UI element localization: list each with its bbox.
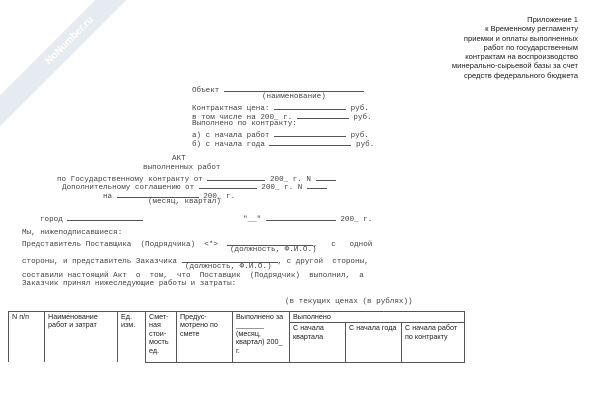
customer-field[interactable] — [182, 255, 278, 263]
agreement-year: 200_ г. N — [261, 184, 303, 192]
supplier-label: Представитель Поставщика (Подрядчика) <*> — [22, 241, 218, 249]
appendix-line: минерально-сырьевой базы за счет — [451, 61, 578, 71]
city-field[interactable] — [67, 213, 143, 221]
header-from-start: С начала работ по контракту — [402, 323, 465, 362]
rub-label: руб. — [350, 132, 369, 140]
supplier-caption: (должность, Ф.И.О.) — [230, 246, 317, 254]
from-year-field[interactable] — [269, 138, 351, 146]
header-from-quarter: С начала квартала — [290, 323, 346, 362]
city-line — [40, 213, 143, 225]
prices-note: (в текущих ценах (в рублях)) — [285, 298, 413, 306]
customer-caption: (должность, Ф.И.О.) — [185, 263, 272, 271]
body-line: Мы, нижеподписавшиеся: — [22, 229, 123, 237]
appendix-line: работ по государственным — [483, 42, 578, 52]
header-unit: Ед. изм. — [118, 312, 146, 363]
contract-year: 200_ г. N — [269, 176, 311, 184]
object-label: Объект — [192, 87, 220, 95]
from-year-line — [192, 138, 374, 150]
header-done-period: Выполнено за _______ (месяц, квартал) 200_ г. — [233, 312, 290, 363]
appendix-line: контрактам на воспроизводство — [465, 52, 578, 62]
period-year: 200_ г. — [203, 193, 236, 201]
appendix-line: приемки и оплаты выполненных — [463, 33, 578, 43]
header-unit-cost: Смет-ная стои-мость ед. — [146, 312, 177, 363]
contract-date-field[interactable] — [207, 173, 265, 181]
appendix-line: Приложение 1 — [527, 15, 578, 24]
watermark: NoNumber.ru — [0, 0, 156, 127]
header-number: N п/п — [9, 312, 45, 363]
appendix-line: к Временному регламенту — [485, 24, 578, 34]
contract-number-field[interactable] — [316, 173, 336, 181]
header-from-year: С начала года — [346, 323, 402, 362]
act-subtitle: выполненных работ — [143, 164, 221, 172]
agreement-label: Дополнительному соглашению от — [62, 184, 195, 192]
price-label: Контрактная цена: — [192, 105, 270, 113]
period-caption: (месяц, квартал) — [148, 198, 221, 206]
works-table — [8, 311, 465, 363]
agreement-date-field[interactable] — [199, 181, 257, 189]
appendix-header — [452, 15, 578, 80]
body-line: составили настоящий Акт о том, что Поставщик (Подрядчик) выполнил, а — [22, 272, 364, 280]
object-field[interactable] — [224, 84, 364, 92]
appendix-line: средств федерального бюджета — [463, 70, 578, 80]
period-field[interactable] — [117, 190, 199, 198]
header-name: Наименование работ и затрат — [45, 312, 118, 363]
from-start-label: а) с начала работ — [192, 132, 270, 140]
period-label: на — [103, 193, 113, 201]
customer-label: стороны, и представитель Заказчика — [22, 258, 177, 266]
object-caption: (наименование) — [262, 93, 326, 101]
supplier-field[interactable] — [227, 238, 313, 246]
from-year-label: б) с начала года — [192, 141, 265, 149]
rub-label: руб. — [353, 114, 372, 122]
header-done-group: Выполнено — [290, 312, 465, 323]
date-month-field[interactable] — [266, 213, 336, 221]
header-planned: Предус-мотрено по смете — [177, 312, 233, 363]
contract-label: по Государственному контракту от — [57, 176, 203, 184]
supplier-tail: , с одной — [313, 241, 373, 249]
date-year: 200_ г. — [340, 216, 373, 224]
act-title: АКТ — [172, 155, 186, 163]
agreement-number-field[interactable] — [307, 181, 327, 189]
customer-tail: , с другой стороны, — [277, 258, 369, 266]
rub-label: руб. — [356, 141, 375, 149]
incl-label: в том числе на 200_ г. — [192, 114, 293, 122]
supplier-line — [22, 238, 372, 250]
body-line: Заказчик принял нижеследующие работы и затраты: — [22, 280, 237, 288]
date-day[interactable]: "__" — [243, 216, 262, 224]
city-label: город — [40, 216, 63, 224]
date-line — [243, 213, 372, 225]
from-start-field[interactable] — [274, 129, 346, 137]
price-field[interactable] — [274, 102, 346, 110]
done-label: Выполнено по контракту: — [192, 120, 297, 128]
incl-field[interactable] — [297, 111, 349, 119]
rub-label: руб. — [350, 105, 369, 113]
